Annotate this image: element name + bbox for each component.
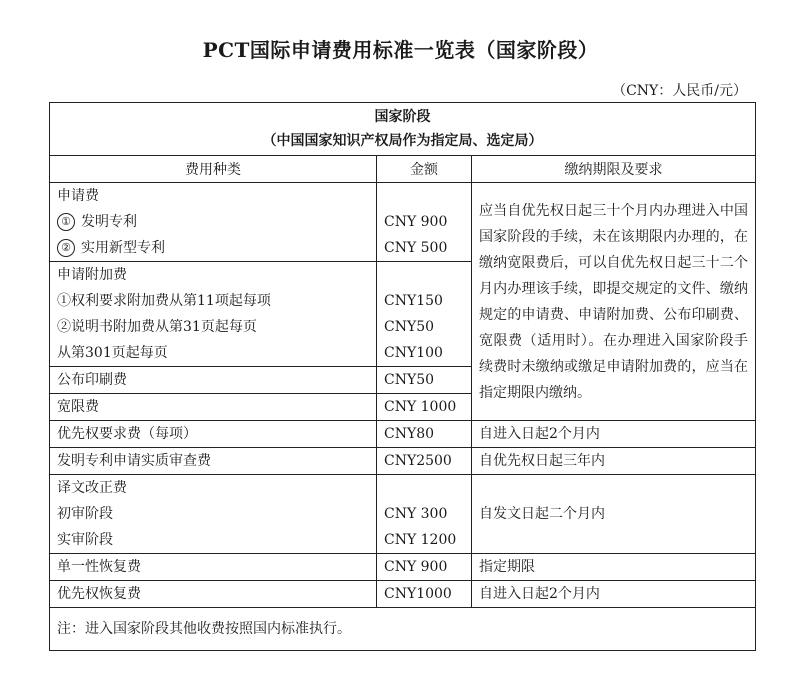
amount-value: CNY100	[384, 345, 443, 361]
table-note: 注：进入国家阶段其他收费按照国内标准执行。	[50, 608, 756, 651]
amount-cell	[377, 475, 472, 554]
table-row	[50, 183, 756, 262]
fee-label: 单一性恢复费	[50, 554, 377, 581]
fee-sub-item: 从第301页起每页	[57, 345, 168, 361]
fee-type-cell	[50, 183, 377, 262]
requirement-value: 自进入日起2个月内	[472, 581, 756, 608]
amount-value: CNY50	[384, 319, 435, 335]
column-header-requirement: 缴纳期限及要求	[472, 156, 756, 183]
requirement-value: 自进入日起2个月内	[472, 421, 756, 448]
amount-value: CNY 1000	[377, 394, 472, 421]
circled-number: ①	[57, 213, 75, 231]
amount-cell	[377, 262, 472, 367]
amount-value: CNY80	[377, 421, 472, 448]
table-row	[50, 475, 756, 554]
fee-table	[49, 102, 756, 651]
table-row	[50, 448, 756, 475]
column-header-amount: 金额	[377, 156, 472, 183]
table-row	[50, 421, 756, 448]
amount-value: CNY 900	[377, 554, 472, 581]
fee-label: 申请附加费	[57, 267, 127, 283]
fee-label: 宽限费	[50, 394, 377, 421]
fee-type-cell	[50, 475, 377, 554]
table-header-subtitle: （中国国家知识产权局作为指定局、选定局）	[262, 133, 543, 149]
table-row	[50, 554, 756, 581]
currency-unit: （CNY：人民币/元）	[612, 83, 747, 99]
requirement-value: 自优先权日起三年内	[472, 448, 756, 475]
amount-value: CNY 500	[384, 240, 448, 256]
fee-type-cell	[50, 262, 377, 367]
amount-value: CNY50	[377, 367, 472, 394]
fee-sub-item: 实用新型专利	[81, 240, 165, 256]
requirement-value: 自发文日起二个月内	[472, 475, 756, 554]
requirement-value: 指定期限	[472, 554, 756, 581]
fee-label: 译文改正费	[57, 480, 127, 496]
requirement-cell: 应当自优先权日起三十个月内办理进入中国国家阶段的手续，未在该期限内办理的，在缴纳宽限费后，可以自优先权日起三十二个月内办理该手续，即提交规定的文件、缴纳规定的申请费、申请附加费、公布印刷费、宽限费（适用时）。在办理进入国家阶段手续费时未缴纳或缴足申请附加费的，应当在指定期限内缴纳。	[472, 183, 756, 421]
fee-sub-item: ②说明书附加费从第31页起每页	[57, 319, 257, 335]
table-header	[50, 103, 756, 156]
amount-value: CNY 900	[384, 214, 448, 230]
amount-cell	[377, 183, 472, 262]
fee-label: 发明专利申请实质审查费	[50, 448, 377, 475]
fee-sub-item: 初审阶段	[57, 506, 113, 522]
fee-sub-item: ①权利要求附加费从第11项起每项	[57, 293, 271, 309]
page-title: PCT国际申请费用标准一览表（国家阶段）	[202, 38, 599, 62]
amount-value: CNY1000	[377, 581, 472, 608]
fee-label: 申请费	[57, 188, 99, 204]
column-header-fee-type: 费用种类	[50, 156, 377, 183]
fee-sub-item: 实审阶段	[57, 532, 113, 548]
fee-label: 优先权要求费（每项）	[50, 421, 377, 448]
fee-label: 公布印刷费	[50, 367, 377, 394]
amount-value: CNY 300	[384, 506, 448, 522]
table-header-title: 国家阶段	[374, 109, 431, 125]
circled-number: ②	[57, 239, 75, 257]
fee-sub-item: 发明专利	[81, 214, 137, 230]
amount-value: CNY2500	[377, 448, 472, 475]
amount-value: CNY150	[384, 293, 443, 309]
amount-value: CNY 1200	[384, 532, 457, 548]
table-row	[50, 608, 756, 651]
fee-label: 优先权恢复费	[50, 581, 377, 608]
table-row	[50, 581, 756, 608]
